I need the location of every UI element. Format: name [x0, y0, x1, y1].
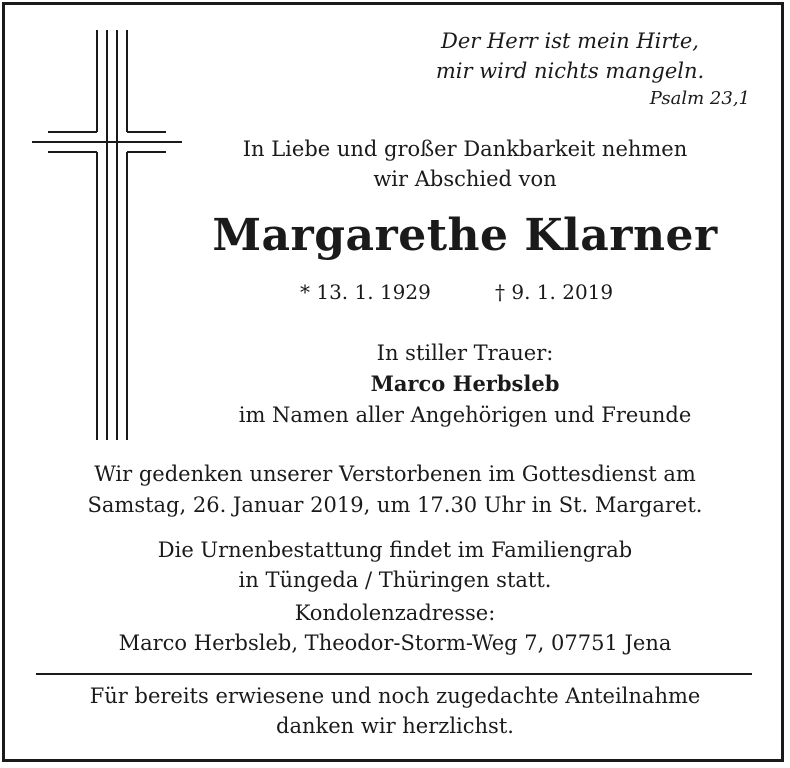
service-line-1: Wir gedenken unserer Verstorbenen im Gottesdienst am	[94, 462, 696, 486]
intro-line-1: In Liebe und großer Dankbarkeit nehmen	[242, 137, 688, 161]
psalm-reference: Psalm 23,1	[649, 88, 750, 109]
burial-line-2: in Tüngeda / Thüringen statt.	[238, 568, 552, 592]
thanks-line-1: Für bereits erwiesene und noch zugedachte Anteilnahme	[89, 684, 701, 708]
service-line-2: Samstag, 26. Januar 2019, um 17.30 Uhr in St. Margaret.	[87, 493, 703, 517]
divider	[36, 673, 752, 675]
deceased-name: Margarethe Klarner	[212, 210, 718, 261]
death-date: † 9. 1. 2019	[495, 280, 614, 304]
mourner-name: Marco Herbsleb	[370, 371, 560, 396]
birth-date: * 13. 1. 1929	[300, 280, 431, 304]
condolence-address: Marco Herbsleb, Theodor-Storm-Weg 7, 07751 Jena	[118, 631, 672, 655]
cross-icon	[30, 30, 186, 440]
condolence-label: Kondolenzadresse:	[294, 601, 496, 625]
intro-line-2: wir Abschied von	[373, 167, 557, 191]
thanks-line-2: danken wir herzlichst.	[276, 714, 514, 738]
psalm-line-2: mir wird nichts mangeln.	[435, 59, 705, 83]
psalm-line-1: Der Herr ist mein Hirte,	[441, 29, 699, 53]
mourner-note: im Namen aller Angehörigen und Freunde	[238, 403, 692, 427]
burial-line-1: Die Urnenbestattung findet im Familiengrab	[157, 538, 633, 562]
mourning-label: In stiller Trauer:	[376, 341, 554, 365]
